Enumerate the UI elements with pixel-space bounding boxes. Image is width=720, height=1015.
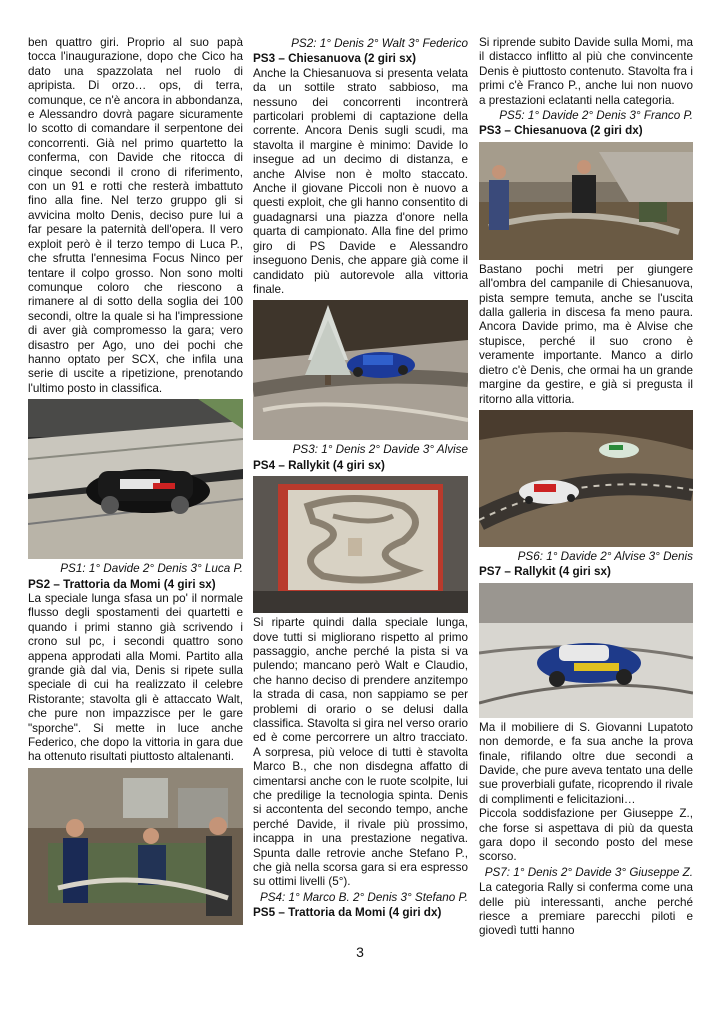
photo-people-at-track [28,768,243,925]
article-paragraph: Si riprende subito Davide sulla Momi, ma il distacco inflitto al più che convincente Denis è piuttosto contenuto. Stavolta fra i primi c'è Franco P., anche lui non nuovo a prestazioni eclatanti nella categoria. [479,36,693,107]
article-paragraph: Si riparte quindi dalla speciale lunga, dove tutti si migliorano rispetto al primo passaggio, anche perché la pista si va pulendo; mancano però Walt e Claudio, che hanno deciso di prendere anzitempo la strada di casa, non sappiamo se per problemi di orario o se delusi dalla classifica. Stavolta si gira nel verso orario ed è come percorrere un altro tracciato. A sorpresa, più veloce di tutti è stavolta Marco B., che non disdegna affatto di cimentarsi anche con le ruote scolpite, lui che predilige la tecnologia spinta. Denis si accontenta del secondo tempo, anche perché Davide, il rivale più prossimo, incappa in una prestazione negativa. Spunta dalle retrovie anche Stefano P., che già nella scorsa gara si era espresso su ottimi livelli (5°). [253,616,468,889]
photo-caption: PS3: 1° Denis 2° Davide 3° Alvise [292,443,468,457]
photo-ps6-rally-cars [479,410,693,547]
column-middle [253,36,468,921]
section-heading: PS3 – Chiesanuova (2 giri dx) [479,124,643,138]
photo-people-at-chiesanuova [479,142,693,260]
photo-caption: PS7: 1° Denis 2° Davide 3° Giuseppe Z. [484,865,693,879]
section-heading: PS3 – Chiesanuova (2 giri sx) [253,52,417,66]
photo-ps1-car-on-snowy-track [28,399,243,559]
article-paragraph: La categoria Rally si conferma come una delle più interessanti, anche perché riesce a premiare parecchi piloti e giovedì tutti hanno [479,881,693,938]
photo-caption: PS2: 1° Denis 2° Walt 3° Federico [291,37,468,50]
section-heading: PS4 – Rallykit (4 giri sx) [253,458,385,472]
photo-ps4-rallykit-track-layout [253,476,468,613]
photo-caption: PS5: 1° Davide 2° Denis 3° Franco P. [499,109,693,123]
article-paragraph: Bastano pochi metri per giungere all'ombra del campanile di Chiesanuova, pista sempre temuta, anche se l'uscita dalla galleria in discesa fa meno paura. Ancora Davide primo, ma è Alvise che stupisce, perché il suo crono è veramente importante. Manco a dirlo dietro c'è Denis, che ormai ha un grande margine da gestire, e già si pregusta il ritorno alla vittoria. [479,262,693,406]
article-paragraph: ben quattro giri. Proprio al suo papà tocca l'inaugurazione, dopo che Cico ha dato una spazzolata nel ruolo di apripista. Di orzo… ops, di terra, comunque, ce n'è ancora in abbondanza, e Alessandro dovrà pagare sicuramente lo scotto di comandare il serpentone dei concorrenti. Già nel primo quartetto la conferma, con Davide che ritocca di cinque secondi il crono di riferimento, con un 91 e rotti che resterà imbattuto fino alla fine. Nel terzo gruppo gli si avvicina molto Denis, deciso pure lui a far pesare la paternità dell'opera. Il vero exploit però è il terzo tempo di Luca P., che sfrutta l'ennesima Focus Ninco per tentare il colpo grosso. Non sono molti comunque coloro che riescono a rimanere al di sotto della soglia dei 100 secondi, oltre la quale si ha l'impressione di aver già compromesso la gara; vero disastro per Ago, uno dei pochi che hanno optato per SCX, che infila una serie di uscite a ripetizione, prenotando l'ultimo posto in classifica. [28,36,243,395]
article-paragraph: Ma il mobiliere di S. Giovanni Lupatoto non demorde, e fa sua anche la prova finale, rifilando oltre due secondi a Davide, che pure aveva tentato una delle sue proverbiali gufate, ricoprendo il rivale di complimenti e felicitazioni… [479,720,693,806]
article-paragraph: La speciale lunga sfasa un po' il normale flusso degli spostamenti dei quartetti e quando i primi stanno già scrivendo i crono sul pc, i secondi quattro sono appena approdati alla Momi. Partito alla grande già dal via, Denis si ripete sulla speciale di cui ha realizzato il celebre Ristorante; stavolta gli è attaccato Walt, che pure non impazzisce per le gare "sporche". Si mette in luce anche Federico, che dopo la vittoria in gara due ha ottenuto risultati piuttosto altalenanti. [28,591,243,764]
section-heading: PS7 – Rallykit (4 giri sx) [479,565,611,579]
photo-caption: PS6: 1° Davide 2° Alvise 3° Denis [517,549,693,563]
photo-ps3-car-near-tree [253,300,468,440]
article-paragraph: Anche la Chiesanuova si presenta velata da un sottile strato sabbioso, ma nessuno dei concorrenti incontrerà particolari problemi di captazione della corrente. Ancora Denis sugli scudi, ma stavolta il margine è minimo: Davide lo insegue ad un decimo di distanza, e anche Alvise non è molto staccato. Anche il giovane Piccoli non è nuovo a questi exploit, che gli hanno consentito di guadagnarsi una piazza d'onore nella quarta di campionato. Alla fine del primo giro di PS Davide e Alessandro inseguono Denis, che appare già come il candidato più autorevole alla vittoria finale. [253,66,468,296]
section-heading: PS2 – Trattoria da Momi (4 giri sx) [28,577,216,591]
section-heading: PS5 – Trattoria da Momi (4 giri dx) [253,906,442,920]
page-number: 3 [356,944,364,960]
column-right [479,36,693,939]
photo-caption: PS4: 1° Marco B. 2° Denis 3° Stefano P. [259,890,468,904]
column-left [28,36,243,928]
photo-ps7-focus-rally-car [479,583,693,718]
photo-caption: PS1: 1° Davide 2° Denis 3° Luca P. [60,562,243,576]
article-paragraph: Piccola soddisfazione per Giuseppe Z., che forse si aspettava di più da questa gara dopo il secondo posto del mese scorso. [479,807,693,864]
